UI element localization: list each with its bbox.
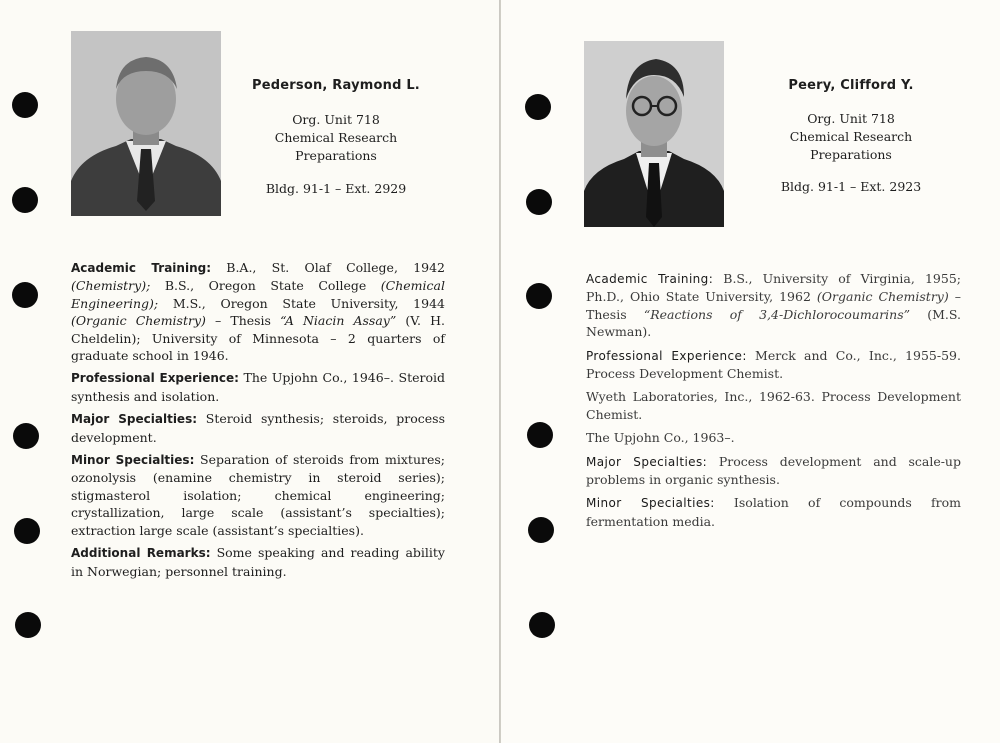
binder-hole: [12, 92, 38, 118]
employee-name: Peery, Clifford Y.: [788, 78, 914, 93]
major-specialties: Major Specialties: Steroid synthesis; steroids, process development.: [71, 411, 445, 445]
department: Chemical Research: [789, 129, 913, 144]
building-extension: Bldg. 91-1 – Ext. 2923: [780, 179, 922, 194]
division: Preparations: [295, 148, 377, 163]
upjohn-experience: The Upjohn Co., 1963–.: [586, 430, 735, 446]
portrait-photo: [71, 31, 221, 216]
minor-specialties: Minor Specialties: Separation of steroids from mixtures; ozonolysis (enamine chemistry in steroid series); stigmasterol isolation; chemical engineering; crystallization, large scale (assistant’s specialties); extraction large scale (assistant’s specialties).: [71, 452, 445, 538]
binder-hole: [528, 517, 554, 543]
portrait-photo: [584, 41, 724, 227]
org-block: [236, 111, 436, 165]
org-unit: Org. Unit 718: [807, 111, 895, 126]
professional-experience: Professional Experience: Merck and Co., Inc., 1955-59. Process Development Chemist.: [586, 347, 961, 382]
binder-hole: [525, 94, 551, 120]
major-specialties: Major Specialties: Process development and scale-up problems in organic synthesis.: [586, 453, 961, 488]
binder-hole: [526, 189, 552, 215]
wyeth-experience: Wyeth Laboratories, Inc., 1962-63. Process Development Chemist.: [586, 389, 961, 422]
department: Chemical Research: [274, 130, 398, 145]
binder-hole: [529, 612, 555, 638]
minor-specialties: Minor Specialties: Isolation of compounds from fermentation media.: [586, 495, 961, 529]
binder-hole: [12, 282, 38, 308]
binder-hole: [12, 187, 38, 213]
division: Preparations: [810, 147, 892, 162]
binder-hole: [526, 283, 552, 309]
left-page: [0, 0, 499, 743]
portrait-silhouette: [584, 41, 724, 227]
additional-remarks: Additional Remarks: Some speaking and reading ability in Norwegian; personnel training.: [71, 545, 445, 579]
profile-text: [71, 259, 445, 585]
binder-hole: [13, 423, 39, 449]
org-unit: Org. Unit 718: [292, 112, 380, 127]
binder-hole: [14, 518, 40, 544]
binder-hole: [527, 422, 553, 448]
academic-training: Academic Training: B.A., St. Olaf College, 1942 (Chemistry); B.S., Oregon State College (Chemical Engineering); M.S., Oregon State University, 1944 (Organic Chemistry) – Thesis “A Niacin Assay” (V. H. Cheldelin); University of Minnesota – 2 quarters of graduate school in 1946.: [71, 260, 445, 364]
academic-training: Academic Training: B.S., University of Virginia, 1955; Ph.D., Ohio State University, 1962 (Organic Chemistry) – Thesis “Reactions of 3,4-Dichlorocoumarins” (M.S. Newman).: [586, 271, 961, 340]
employee-name: Pederson, Raymond L.: [252, 78, 420, 93]
right-page: [501, 0, 1000, 743]
portrait-silhouette: [71, 31, 221, 216]
professional-experience: Professional Experience: The Upjohn Co., 1946–. Steroid synthesis and isolation.: [71, 370, 445, 404]
building-extension: Bldg. 91-1 – Ext. 2929: [265, 181, 407, 196]
profile-text: [586, 270, 961, 536]
org-block: [751, 110, 951, 164]
binder-hole: [15, 612, 41, 638]
